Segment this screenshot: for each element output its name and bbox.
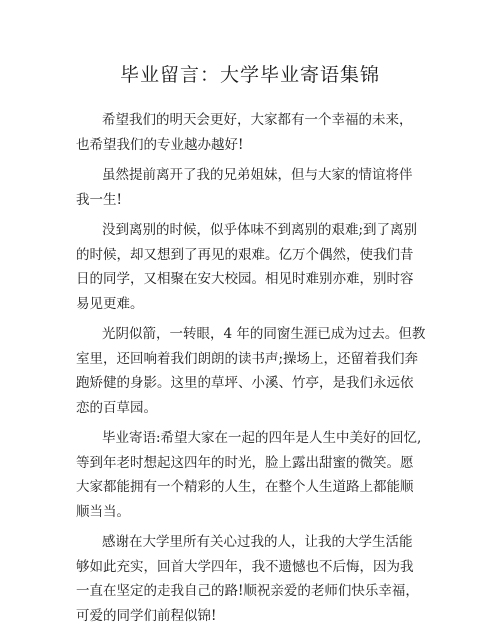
- paragraph-1: [76, 108, 426, 157]
- paragraph-line: 没到离别的时候，似乎体味不到离别的艰难;到了离别: [102, 222, 418, 238]
- paragraph-line: 希望我们的明天会更好，大家都有一个幸福的未来，: [102, 112, 413, 128]
- paragraph-5: [76, 426, 426, 524]
- paragraph-line: 跑矫健的身影。这里的草坪、小溪、竹亭，是我们永远依: [76, 375, 414, 391]
- paragraph-line: 一直在坚定的走我自己的路!顺祝亲爱的老师们快乐幸福，: [76, 583, 419, 599]
- document-body: [76, 108, 426, 634]
- paragraph-line: 易见更难。: [76, 295, 144, 312]
- paragraph-line: 顺当当。: [76, 503, 130, 520]
- paragraph-line: 恋的百草园。: [76, 399, 157, 416]
- paragraph-line: 光阴似箭，一转眼，4 年的同窗生涯已成为过去。但教: [102, 326, 426, 342]
- paragraph-line: 够如此充实，回首大学四年，我不遗憾也不后悔，因为我: [76, 558, 414, 575]
- paragraph-line: 感谢在大学里所有关心过我的人，让我的大学生活能: [102, 534, 413, 550]
- paragraph-line: 的时候，却又想到了再见的艰难。亿万个偶然，使我们昔: [76, 246, 414, 263]
- paragraph-6: [76, 530, 426, 628]
- paragraph-line: 日的同学，又相聚在安大校园。相见时难别亦难，别时容: [76, 271, 414, 287]
- paragraph-line: 室里，还回响着我们朗朗的读书声;操场上，还留着我们奔: [76, 350, 419, 367]
- paragraph-line: 也希望我们的专业越办越好!: [76, 136, 244, 153]
- paragraph-line: 毕业寄语:希望大家在一起的四年是人生中美好的回忆,: [102, 430, 422, 446]
- paragraph-line: 虽然提前离开了我的兄弟姐妹，但与大家的情谊将伴: [102, 167, 413, 183]
- paragraph-4: [76, 322, 426, 420]
- document-title: 毕业留言：大学毕业寄语集锦: [119, 64, 380, 86]
- paragraph-line: 我一生!: [76, 191, 122, 208]
- paragraph-line: 等到年老时想起这四年的时光，脸上露出甜蜜的微笑。愿: [76, 454, 414, 471]
- paragraph-line: 可爱的同学们前程似锦!: [76, 607, 217, 624]
- paragraph-line: 大家都能拥有一个精彩的人生，在整个人生道路上都能顺: [76, 479, 414, 495]
- paragraph-3: [76, 218, 426, 316]
- paragraph-2: [76, 163, 426, 212]
